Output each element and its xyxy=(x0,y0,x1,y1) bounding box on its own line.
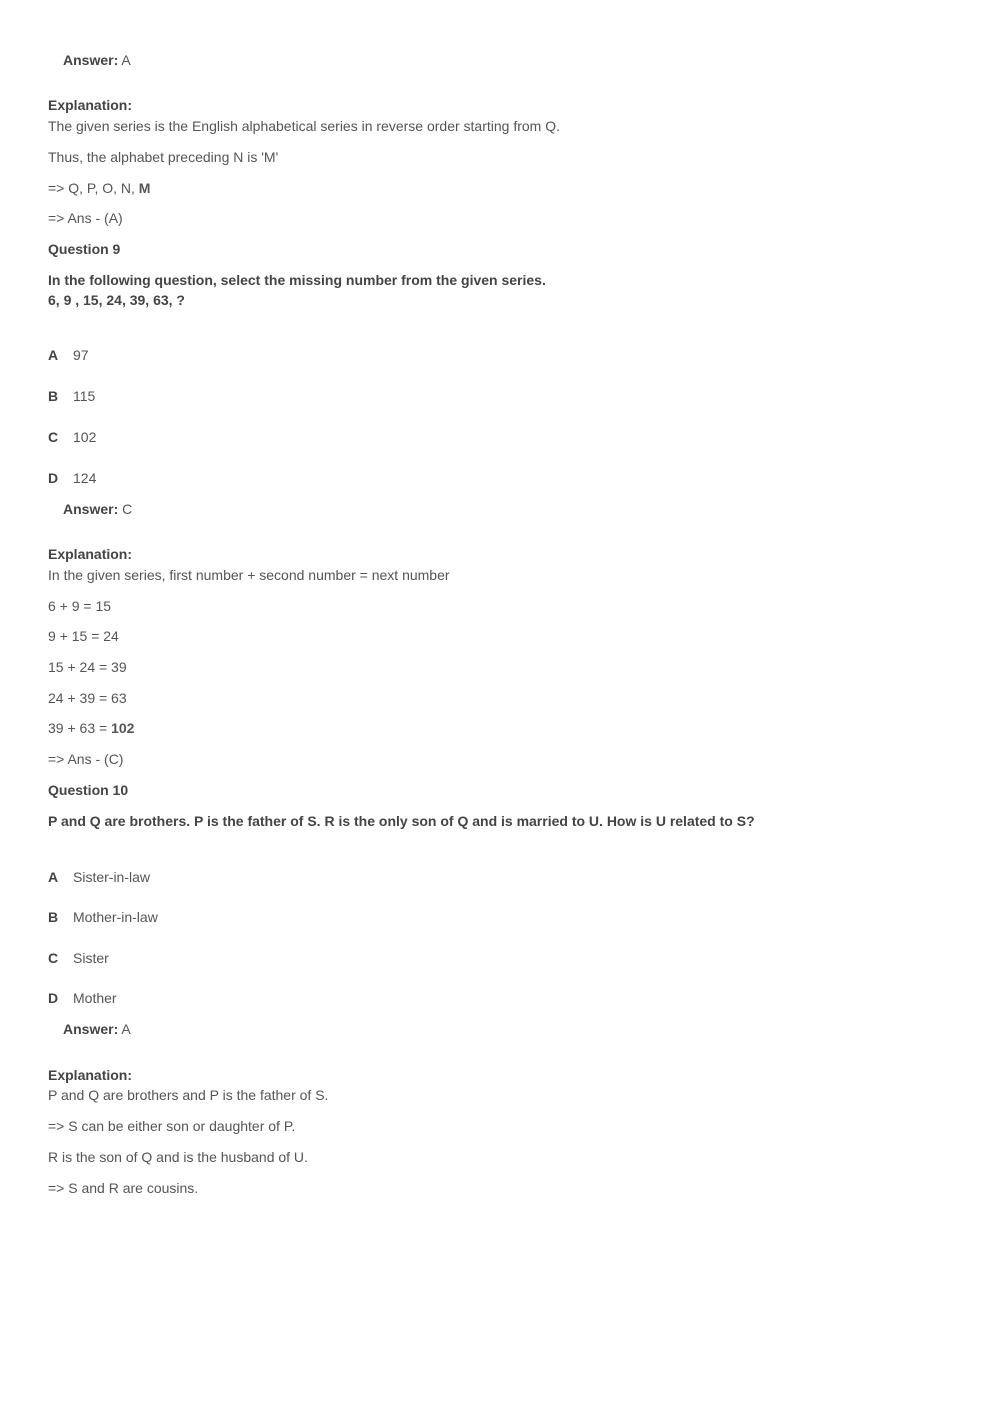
option-a xyxy=(48,868,150,886)
option-b xyxy=(48,908,158,926)
explanation-line: 9 + 15 = 24 xyxy=(48,628,119,644)
option-key: B xyxy=(48,388,59,404)
option-value: Mother xyxy=(73,990,117,1006)
explanation-line: => Ans - (C) xyxy=(48,751,124,767)
option-value: 124 xyxy=(73,470,97,486)
q8-answer xyxy=(63,51,131,69)
explanation-line xyxy=(48,719,134,737)
option-d xyxy=(48,989,117,1007)
explanation-line: The given series is the English alphabetical series in reverse order starting from Q. xyxy=(48,118,561,134)
option-key: C xyxy=(48,950,59,966)
explanation-text: => Q, P, O, N, xyxy=(48,180,139,196)
option-c xyxy=(48,949,109,967)
explanation-line: R is the son of Q and is the husband of U. xyxy=(48,1149,308,1165)
option-value: Sister xyxy=(73,950,109,966)
option-key: C xyxy=(48,429,59,445)
explanation-line: 15 + 24 = 39 xyxy=(48,659,127,675)
q10-answer xyxy=(63,1020,131,1038)
option-value: Sister-in-law xyxy=(73,869,151,885)
option-key: D xyxy=(48,470,59,486)
explanation-line: In the given series, first number + second number = next number xyxy=(48,567,450,583)
answer-label: Answer: xyxy=(63,52,119,68)
q8-explanation-label: Explanation: xyxy=(48,97,133,113)
option-c xyxy=(48,428,96,446)
answer-value: A xyxy=(121,52,131,68)
explanation-line: Thus, the alphabet preceding N is 'M' xyxy=(48,149,279,165)
explanation-line: 24 + 39 = 63 xyxy=(48,690,127,706)
question-9-text: In the following question, select the missing number from the given series. xyxy=(48,272,546,288)
q9-explanation-label: Explanation: xyxy=(48,546,133,562)
option-key: D xyxy=(48,990,59,1006)
option-value: 97 xyxy=(73,347,89,363)
option-b xyxy=(48,387,95,405)
question-10-text: P and Q are brothers. P is the father of S. R is the only son of Q and is married to U. How is U related to S? xyxy=(48,813,755,829)
option-value: 115 xyxy=(73,388,96,404)
question-9-series: 6, 9 , 15, 24, 39, 63, ? xyxy=(48,292,185,308)
option-value: Mother-in-law xyxy=(73,909,158,925)
explanation-line: 6 + 9 = 15 xyxy=(48,598,112,614)
q9-answer xyxy=(63,500,132,518)
explanation-line xyxy=(48,179,150,197)
question-9-title: Question 9 xyxy=(48,241,121,257)
explanation-line: P and Q are brothers and P is the father of S. xyxy=(48,1087,329,1103)
answer-label: Answer: xyxy=(63,501,119,517)
q10-explanation-label: Explanation: xyxy=(48,1067,133,1083)
answer-value: A xyxy=(121,1021,131,1037)
option-a xyxy=(48,346,89,364)
answer-label: Answer: xyxy=(63,1021,119,1037)
option-key: B xyxy=(48,909,59,925)
option-key: A xyxy=(48,869,59,885)
explanation-line: => S and R are cousins. xyxy=(48,1180,199,1196)
explanation-bold: 102 xyxy=(111,720,135,736)
question-10-title: Question 10 xyxy=(48,782,129,798)
option-d xyxy=(48,469,96,487)
option-value: 102 xyxy=(73,429,97,445)
answer-value: C xyxy=(122,501,133,517)
explanation-line: => Ans - (A) xyxy=(48,210,123,226)
option-key: A xyxy=(48,347,59,363)
explanation-bold: M xyxy=(138,180,151,196)
explanation-text: 39 + 63 = xyxy=(48,720,112,736)
explanation-line: => S can be either son or daughter of P. xyxy=(48,1118,296,1134)
